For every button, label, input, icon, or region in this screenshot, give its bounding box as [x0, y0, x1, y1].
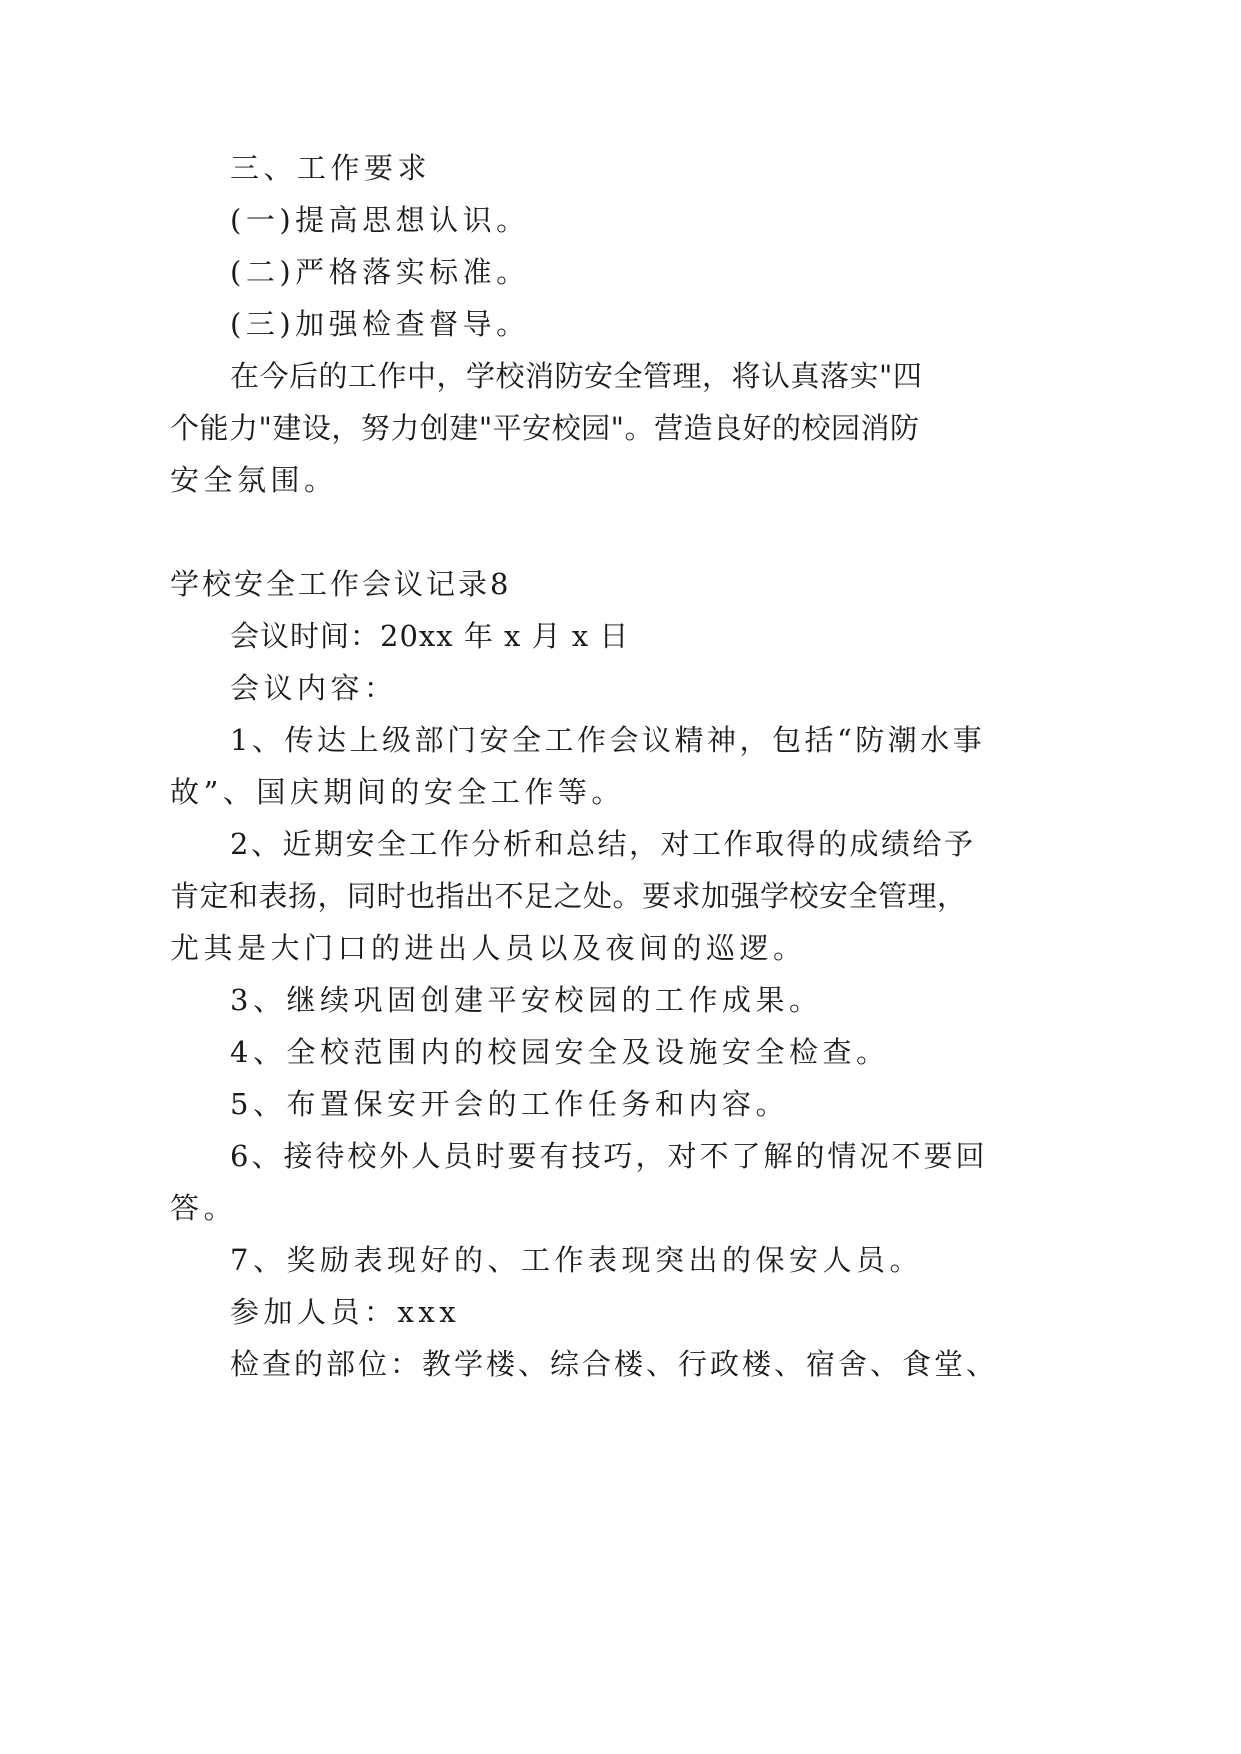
requirement-item: (一)提高思想认识。	[230, 203, 530, 237]
paragraph-line: 安全氛围。	[170, 463, 338, 497]
meeting-time: 会议时间：20xx 年 x 月 x 日	[230, 619, 630, 653]
content-line: 4、全校范围内的校园安全及设施安全检查。	[230, 1035, 890, 1069]
content-label: 会议内容：	[230, 671, 398, 705]
content-line: 答。	[170, 1191, 238, 1225]
content-line: 故”、国庆期间的安全工作等。	[170, 775, 625, 809]
content-line: 尤其是大门口的进出人员以及夜间的巡逻。	[170, 931, 807, 965]
content-line: 1、传达上级部门安全工作会议精神，包括“防潮水事	[230, 723, 986, 757]
content-line: 7、奖励表现好的、工作表现突出的保安人员。	[230, 1243, 923, 1277]
content-line: 6、接待校外人员时要有技巧，对不了解的情况不要回	[230, 1139, 988, 1173]
record-title: 学校安全工作会议记录8	[170, 567, 512, 601]
requirement-item: (二)严格落实标准。	[230, 255, 530, 289]
paragraph-line: 个能力"建设，努力创建"平安校园"。营造良好的校园消防	[170, 411, 920, 445]
attendees: 参加人员：xxx	[230, 1295, 461, 1329]
paragraph-line: 在今后的工作中，学校消防安全管理，将认真落实"四	[230, 359, 923, 393]
content-line: 3、继续巩固创建平安校园的工作成果。	[230, 983, 823, 1017]
requirement-item: (三)加强检查督导。	[230, 307, 530, 341]
content-line: 5、布置保安开会的工作任务和内容。	[230, 1087, 789, 1121]
section-heading: 三、工作要求	[230, 151, 432, 185]
content-line: 2、近期安全工作分析和总结，对工作取得的成绩给予	[230, 827, 976, 861]
content-line: 肯定和表扬，同时也指出不足之处。要求加强学校安全管理，	[170, 879, 967, 913]
inspection-line: 检查的部位：教学楼、综合楼、行政楼、宿舍、食堂、	[230, 1347, 999, 1381]
